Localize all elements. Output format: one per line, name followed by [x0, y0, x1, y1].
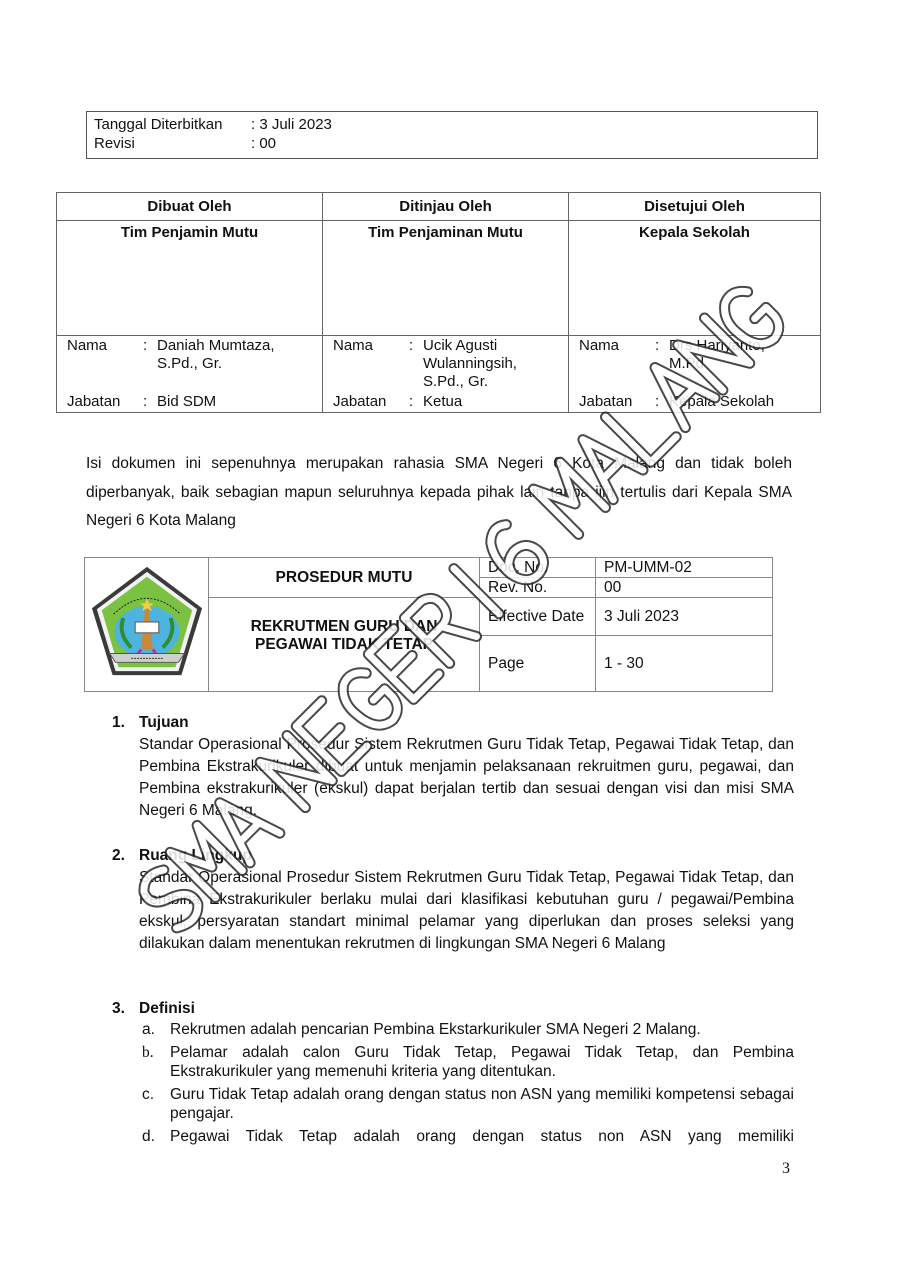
colon: :: [409, 393, 414, 410]
colon: :: [655, 337, 660, 354]
creator-name: [157, 337, 322, 393]
section-title: Ruang Lingkup: [139, 847, 252, 864]
signature-area-approver: [569, 221, 821, 336]
doc-no-value: PM-UMM-02: [596, 558, 773, 578]
definition-item: [139, 1043, 794, 1081]
position-label: Jabatan: [579, 393, 633, 410]
definition-text: Pelamar adalah calon Guru Tidak Tetap, Pegawai Tidak Tetap, dan Pembina Ekstrakurikuler yang memenuhi kriteria yang ditentukan.: [170, 1044, 794, 1080]
confidentiality-notice: Isi dokumen ini sepenuhnya merupakan rahasia SMA Negeri 6 Kota Malang dan tidak boleh diperbanyak, baik sebagian mapun seluruhnya kepada pihak lain tanpa ijin tertulis dari Kepala SMA Negeri 6 Kota Malang: [86, 455, 792, 529]
document-info-box: [86, 111, 818, 159]
issued-date-label: Tanggal Diterbitkan: [94, 116, 223, 133]
reviewer-name-line: Ucik Agusti: [423, 337, 498, 354]
approver-name-line: Drs Hariyanto,: [669, 337, 765, 354]
effective-date-label: Effective Date: [480, 598, 596, 636]
definition-letter: c.: [142, 1086, 155, 1103]
definition-item: [139, 1127, 794, 1146]
approver-position: Kepala Sekolah: [669, 393, 775, 410]
doc-no-label: Doc. No.: [480, 558, 596, 578]
rev-no-value: 00: [596, 578, 773, 598]
revision-row: [94, 134, 817, 153]
section-title: Tujuan: [139, 714, 189, 731]
reviewer-details: [323, 336, 569, 413]
reviewer-name-line: S.Pd., Gr.: [423, 373, 489, 390]
rev-no-label: Rev. No.: [480, 578, 596, 598]
approval-role-row: [57, 221, 821, 336]
document-identity-table: [84, 557, 773, 692]
section-number: 1.: [112, 714, 125, 731]
section-ruang-lingkup: [112, 845, 794, 955]
colon: :: [655, 393, 660, 410]
section-number: 3.: [112, 1000, 125, 1017]
colon: :: [409, 337, 414, 354]
definition-letter: a.: [142, 1021, 155, 1038]
page-range-value: 1 - 30: [596, 636, 773, 692]
position-label: Jabatan: [333, 393, 387, 410]
definition-item: [139, 1020, 794, 1039]
procedure-title: REKRUTMEN GURU DAN PEGAWAI TIDAK TETAP: [209, 598, 480, 692]
definition-text: Guru Tidak Tetap adalah orang dengan status non ASN yang memiliki kompetensi sebagai pengajar.: [170, 1086, 794, 1122]
school-logo-cell: [85, 558, 209, 692]
definition-letter: d.: [142, 1128, 155, 1145]
issued-date-value: : 3 Juli 2023: [251, 116, 332, 133]
signature-area-reviewer: [323, 221, 569, 336]
section-title: Definisi: [139, 1000, 195, 1017]
definition-text: Rekrutmen adalah pencarian Pembina Ekstarkurikuler SMA Negeri 2 Malang.: [170, 1021, 701, 1038]
reviewer-role: Tim Penjaminan Mutu: [368, 224, 523, 241]
approval-table: [56, 192, 821, 413]
signature-area-creator: [57, 221, 323, 336]
approver-name: [669, 337, 820, 393]
procedure-category: PROSEDUR MUTU: [209, 558, 480, 598]
reviewer-position: Ketua: [423, 393, 463, 410]
colon: :: [143, 393, 148, 410]
section-number: 2.: [112, 847, 125, 864]
effective-date-value: 3 Juli 2023: [596, 598, 773, 636]
issued-date-row: [94, 115, 817, 134]
reviewed-by-header: Ditinjau Oleh: [323, 193, 569, 221]
revision-value: : 00: [251, 135, 277, 152]
revision-label: Revisi: [94, 135, 135, 152]
definition-list: [139, 1020, 794, 1146]
approval-name-row: [57, 336, 821, 413]
section-body: Standar Operasional Prosedur Sistem Rekrutmen Guru Tidak Tetap, Pegawai Tidak Tetap, dan Pembina Ekstrakurikuler dibuat untuk menjamin pelaksanaan rekruitmen guru, pegawai, dan Pembina ekstrakurikuler (ekskul) dapat berjalan tertib dan sesuai dengan visi dan misi SMA Negeri 6 Malang.: [139, 736, 794, 819]
definition-text: Pegawai Tidak Tetap adalah orang dengan status non ASN yang memiliki: [170, 1128, 794, 1145]
reviewer-name: [423, 337, 568, 393]
creator-position: Bid SDM: [157, 393, 217, 410]
name-label: Nama: [67, 337, 108, 354]
page-number: 3: [782, 1160, 790, 1177]
school-logo: [88, 563, 206, 681]
creator-name-line: Daniah Mumtaza,: [157, 337, 275, 354]
creator-role: Tim Penjamin Mutu: [120, 224, 259, 241]
definition-letter: b.: [142, 1044, 154, 1061]
definition-item: [139, 1085, 794, 1123]
reviewer-name-line: Wulanningsih,: [423, 355, 517, 372]
creator-details: [57, 336, 323, 413]
approver-details: [569, 336, 821, 413]
creator-name-line: S.Pd., Gr.: [157, 355, 223, 372]
section-definisi: [112, 998, 794, 1150]
name-label: Nama: [579, 337, 620, 354]
approval-header-row: [57, 193, 821, 221]
page-label: Page: [480, 636, 596, 692]
section-tujuan: [112, 712, 794, 822]
name-label: Nama: [333, 337, 374, 354]
created-by-header: Dibuat Oleh: [57, 193, 323, 221]
colon: :: [143, 337, 148, 354]
approver-name-line: M.Pd: [669, 355, 705, 372]
approved-by-header: Disetujui Oleh: [569, 193, 821, 221]
position-label: Jabatan: [67, 393, 121, 410]
approver-role: Kepala Sekolah: [639, 224, 750, 241]
section-body: Standar Operasional Prosedur Sistem Rekrutmen Guru Tidak Tetap, Pegawai Tidak Tetap, dan Pembina Ekstrakurikuler berlaku mulai dari klasifikasi kebutuhan guru / pegawai/Pembina ekskul, persyaratan standart minimal pelamar yang diperlukan dan proses seleksi yang dilakukan dalam menentukan rekrutmen di lingkungan SMA Negeri 6 Malang: [139, 869, 794, 952]
